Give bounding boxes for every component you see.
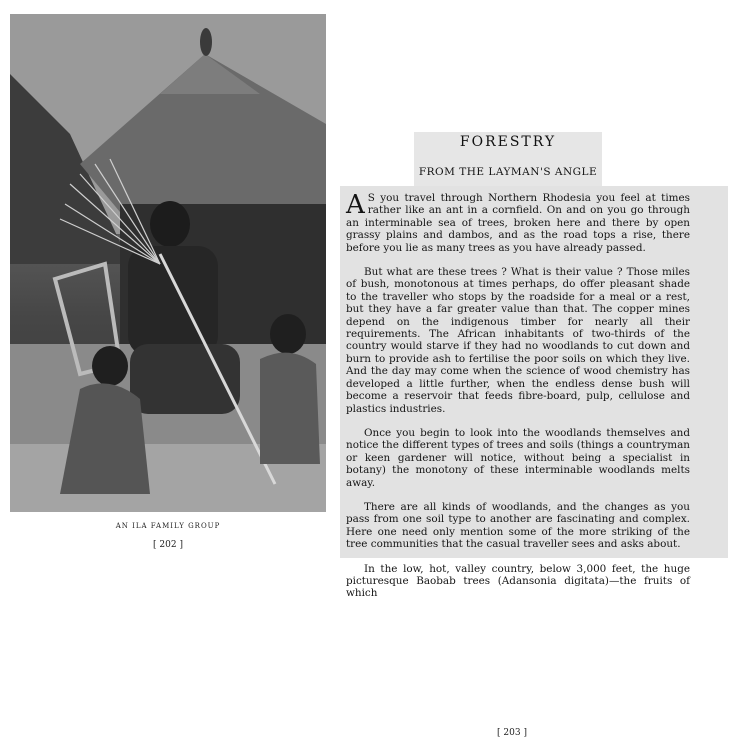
page-number-left: [ 202 ]	[153, 540, 183, 550]
paragraph: In the low, hot, valley country, below 3,000 feet, the huge picturesque Baobab trees (Adansonia digitata)—the fruits of which	[346, 562, 690, 600]
paragraph: Once you begin to look into the woodlands themselves and notice the different types of trees and soils (things a countryman or keen gardener will notice, without being a specialist in botany) the monotony of these interminable woodlands melts away.	[346, 426, 690, 489]
photo-caption: AN ILA FAMILY GROUP	[115, 522, 221, 530]
article-body	[340, 186, 728, 738]
photograph	[10, 14, 326, 512]
left-page	[0, 0, 328, 558]
paragraph: But what are these trees ? What is their value ? Those miles of bush, monotonous at times perhaps, do offer pleasant shade to the traveller who stops by the roadside for a meal or a rest, but they have a far greater value than that. The copper mines depend on the indigenous timber for nearly all their requirements. The African inhabitants of two-thirds of the country would starve if they had no woodlands to cut down and burn to provide ash to fertilise the poor soils on which they live. And the day may come when the science of wood chemistry has developed a little further, when the endless dense bush will become a reservoir that feeds fibre-board, pulp, cellulose and plastics industries.	[346, 266, 690, 415]
paragraph	[346, 192, 690, 254]
right-page	[340, 0, 740, 738]
photo-illustration	[10, 14, 326, 512]
page-number-right: [ 203 ]	[497, 728, 527, 738]
paragraph: There are all kinds of woodlands, and the changes as you pass from one soil type to another are fascinating and complex. Here one need only mention some of the more striking of the tree communities that the casual traveller sees and asks about.	[346, 500, 690, 551]
paragraph-text: S you travel through Northern Rhodesia you feel at times rather like an ant in a cornfield. On and on you go through an interminable sea of trees, broken here and there by open grassy plains and dambos, and as the road tops a rise, there before you lie as many trees as you have already passed.	[346, 192, 690, 254]
article-subheading: FROM THE LAYMAN'S ANGLE	[418, 166, 598, 178]
body-text	[346, 192, 690, 612]
article-heading: FORESTRY	[459, 134, 557, 150]
drop-cap: A	[346, 190, 365, 220]
title-block	[414, 132, 602, 186]
